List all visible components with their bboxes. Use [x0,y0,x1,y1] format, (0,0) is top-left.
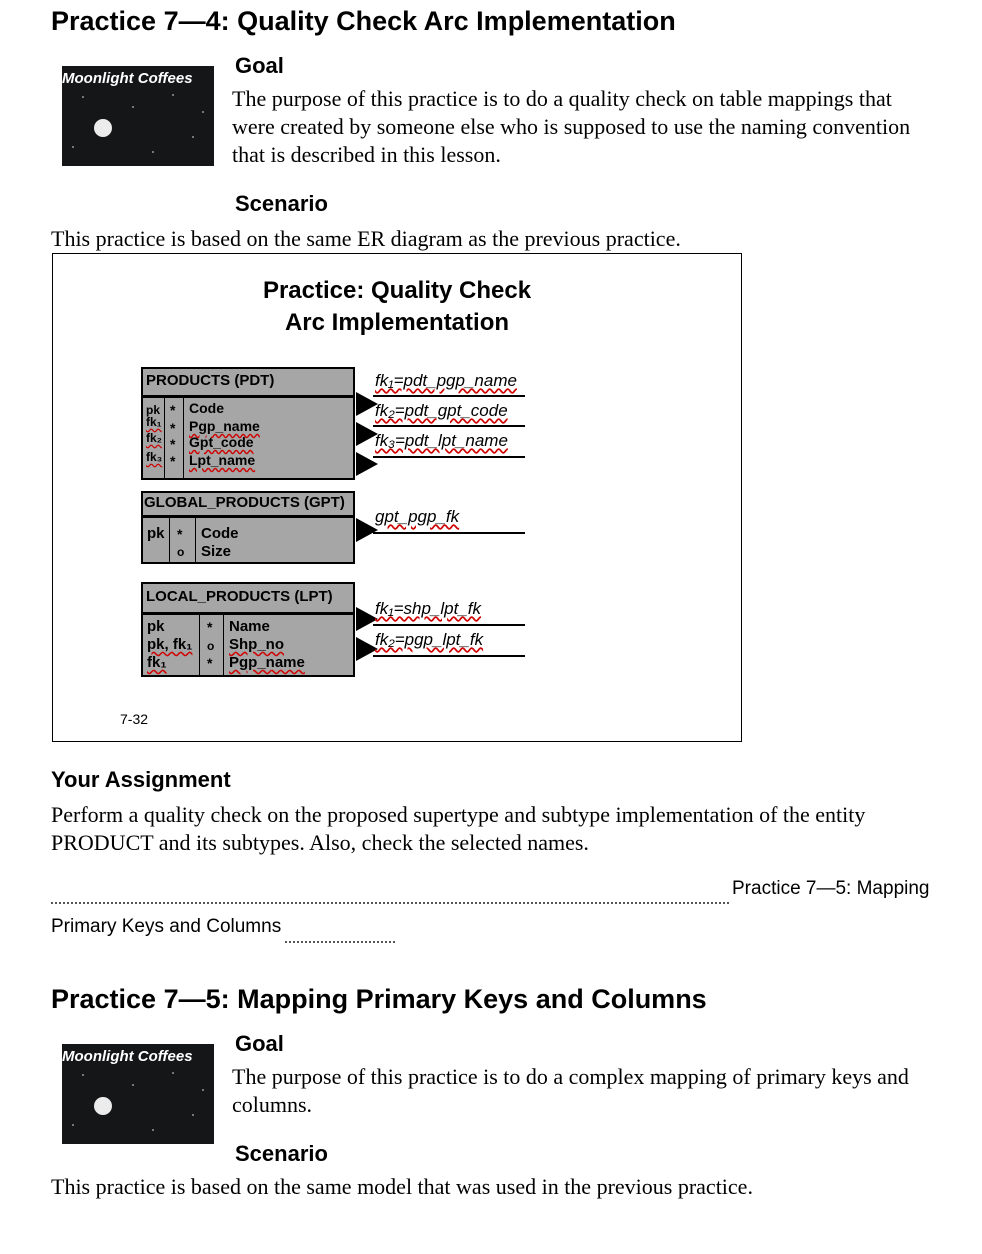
products-header: PRODUCTS (PDT) [143,369,353,398]
logo-text: Moonlight Coffees [62,70,193,87]
column-cell: Pgp_name [229,654,305,671]
moon-icon [94,1097,112,1115]
opt-cell: * [170,402,176,418]
goal-text: The purpose of this practice is to do a complex mapping of primary keys and columns. [232,1064,909,1117]
column-cell: Code [189,400,224,416]
assignment-heading: Your Assignment [51,767,231,792]
logo-text: Moonlight Coffees [62,1048,193,1065]
page-number: 7-32 [120,711,149,727]
column-cell: Lpt_name [189,452,256,468]
key-cell: pk [147,525,165,542]
column-cell: Size [201,543,232,560]
local-products-header: LOCAL_PRODUCTS (LPT) [143,584,353,615]
key-cell: fk₃ [146,450,163,464]
local-products-table [141,582,355,677]
key-cell: fk₁ [147,654,167,671]
opt-cell: o [177,545,185,559]
er-diagram [52,253,742,742]
key-cell: fk₁ [146,415,162,429]
goal-heading: Goal [235,53,284,78]
column-cell: Shp_no [229,636,284,653]
opt-cell: * [207,655,213,671]
column-cell: Name [229,618,270,635]
opt-cell: * [207,619,213,635]
key-cell: pk, fk₁ [147,636,193,653]
scenario-text: This practice is based on the same model that was used in the previous practice. [51,1174,753,1199]
opt-cell: * [177,526,183,542]
scenario-text: This practice is based on the same ER diagram as the previous practice. [51,226,681,251]
column-cell: Code [201,525,239,542]
products-table [141,367,355,480]
fk-label: fk₂=pgp_lpt_fk [375,630,484,649]
fk-label: fk₃=pdt_lpt_name [375,431,508,450]
fk-label: fk₁=shp_lpt_fk [375,599,482,618]
moon-icon [94,119,112,137]
scenario-heading: Scenario [235,1141,328,1166]
fk-label: gpt_pgp_fk [375,507,460,526]
opt-cell: o [207,639,215,653]
scenario-heading: Scenario [235,191,328,216]
toc-link-part2[interactable]: Primary Keys and Columns [51,916,282,937]
key-cell: fk₂ [146,431,163,445]
fk-label: fk₂=pdt_gpt_code [375,401,508,420]
section1-title: Practice 7—4: Quality Check Arc Implementation [51,6,676,36]
diagram-title-line1: Practice: Quality Check [262,277,532,304]
fk-label: fk₁=pdt_pgp_name [375,371,517,390]
column-cell: Gpt_code [189,434,254,450]
diagram-title-line2: Arc Implementation [284,309,510,336]
global-products-header: GLOBAL_PRODUCTS (GPT) [143,493,353,518]
key-cell: pk [147,618,165,635]
opt-cell: * [170,436,176,452]
moonlight-coffees-logo [62,66,214,166]
moonlight-coffees-logo [62,1044,214,1144]
column-cell: Pgp_name [189,418,260,434]
toc-link-part1[interactable]: Practice 7—5: Mapping [732,878,930,899]
goal-text: The purpose of this practice is to do a quality check on table mappings that were created by someone else who is supposed to use the naming convention that is described in this lesson. [232,86,911,167]
key-cell: pk [146,403,161,417]
opt-cell: * [170,453,176,469]
global-products-table [141,491,355,564]
opt-cell: * [170,420,176,436]
section2-title: Practice 7—5: Mapping Primary Keys and Columns [51,984,707,1014]
assignment-text: Perform a quality check on the proposed supertype and subtype implementation of the entity PRODUCT and its subtypes. Also, check the selected names. [51,802,866,855]
goal-heading: Goal [235,1031,284,1056]
